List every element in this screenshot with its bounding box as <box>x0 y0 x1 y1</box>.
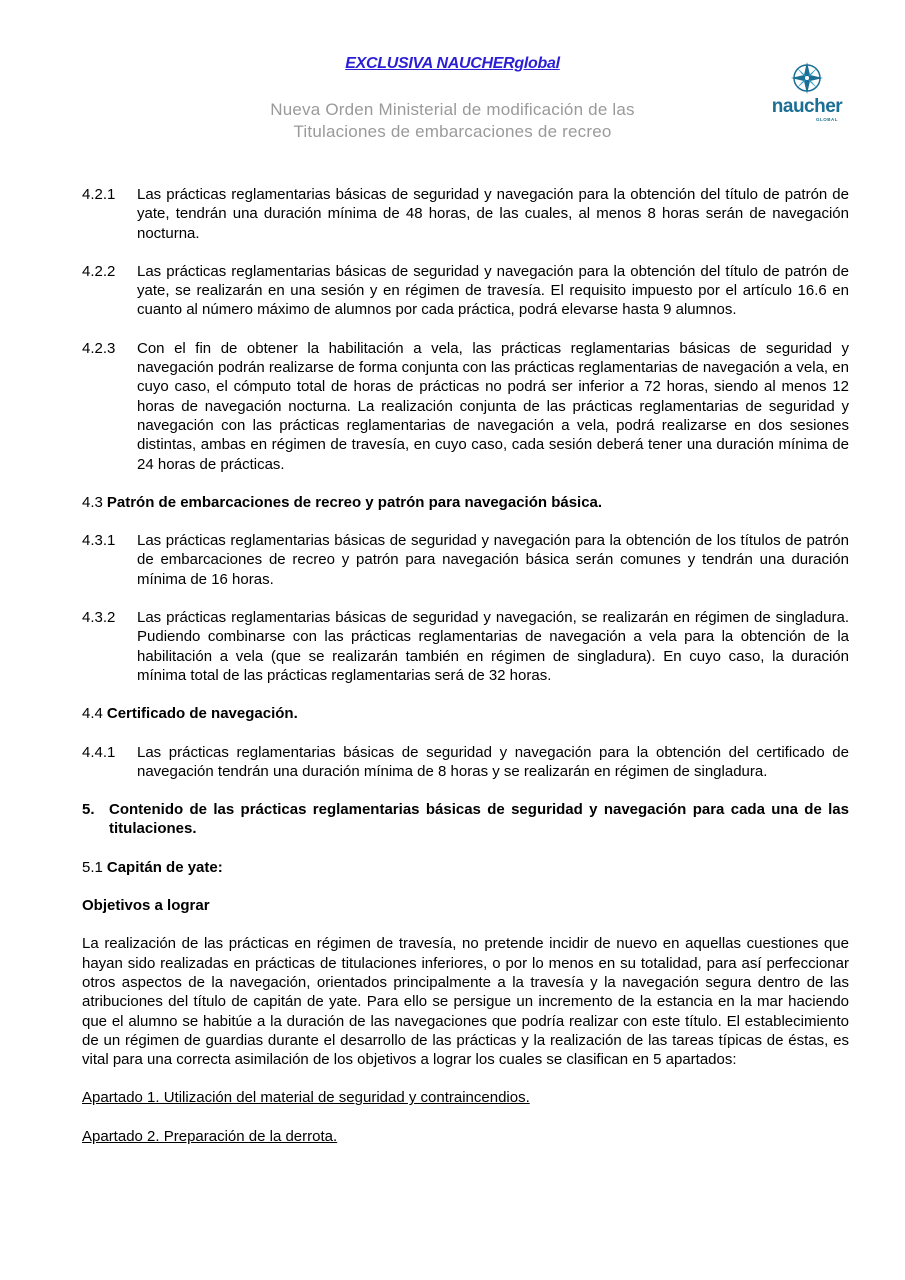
list-item <box>82 608 849 685</box>
item-number: 4.4.1 <box>82 743 116 761</box>
item-number: 4.2.2 <box>82 262 116 280</box>
apartado-2: Apartado 2. Preparación de la derrota. <box>82 1127 338 1145</box>
apartado-1: Apartado 1. Utilización del material de seguridad y contraincendios. <box>82 1089 530 1107</box>
logo-subtext: GLOBAL <box>816 117 838 122</box>
item-number: 4.2.1 <box>82 186 116 203</box>
exclusive-link[interactable]: EXCLUSIVA NAUCHERglobal <box>345 55 560 72</box>
document-subtitle <box>190 99 715 143</box>
logo-wordmark: naucher <box>771 96 843 117</box>
item-text: Con el fin de obtener la habilitación a vela, las prácticas reglamentarias básicas de seguridad y navegación podrán realizarse de forma conjunta con las prácticas reglamentarias de navegación a vela, en cuyo caso, el cómputo total de horas de prácticas no podrá ser inferior a 72 horas, siendo al menos 12 horas de navegación nocturna. La realización conjunta de las prácticas reglamentarias de seguridad y navegación con las prácticas reglamentarias de navegación a vela, podrá realizarse en dos sesiones distintas, ambas en régimen de travesía, en cuyo caso, cada sesión deberá tener una duración mínima de 24 horas de prácticas. <box>137 339 849 473</box>
document-body <box>82 185 849 1165</box>
item-text: Las prácticas reglamentarias básicas de seguridad y navegación, se realizarán en régimen de singladura. Pudiendo combinarse con las prácticas reglamentarias de navegación a vela para la obtención de la habilitación a vela (que se realizarán también en régimen de singladura). En cuyo caso, la duración mínima total de las prácticas reglamentarias será de 32 horas. <box>137 609 849 684</box>
list-item <box>82 531 849 589</box>
heading-title: Patrón de embarcaciones de recreo y patrón para navegación básica. <box>106 493 603 511</box>
compass-rose-icon <box>764 60 850 98</box>
section-title: Contenido de las prácticas reglamentarias básicas de seguridad y navegación para cada una de las titulaciones. <box>109 801 849 838</box>
heading-number: 5.1 <box>82 858 103 876</box>
page-header <box>0 0 905 160</box>
section-number: 5. <box>82 801 95 819</box>
section-heading-4-3 <box>82 493 849 512</box>
list-item <box>82 743 849 782</box>
section-heading-5 <box>82 800 849 839</box>
objetivos-heading: Objetivos a lograr <box>82 897 210 915</box>
list-item <box>82 339 849 474</box>
section-heading-5-1 <box>82 858 849 877</box>
item-text: Las prácticas reglamentarias básicas de seguridad y navegación para la obtención del título de patrón de yate, se realizarán en una sesión y en régimen de travesía. El requisito impuesto por el artículo 16.6 en cuanto al número máximo de alumnos por cada práctica, podrá elevarse hasta 9 alumnos. <box>137 262 849 319</box>
section-heading-4-4 <box>82 704 849 723</box>
heading-title: Certificado de navegación. <box>106 705 298 723</box>
item-text: Las prácticas reglamentarias básicas de seguridad y navegación para la obtención del certificado de navegación tendrán una duración mínima de 8 horas y se realizarán en régimen de singladura. <box>137 743 849 780</box>
item-number: 4.3.1 <box>82 532 116 550</box>
list-item <box>82 262 849 320</box>
objetivos-paragraph: La realización de las prácticas en régimen de travesía, no pretende incidir de nuevo en aquellas cuestiones que hayan sido realizadas en prácticas de titulaciones inferiores, o por lo menos en su totalidad, para así perfeccionar otros aspectos de la navegación, orientados principalmente a la travesía y la navegación segura dentro de las atribuciones del título de capitán de yate. Para ello se persigue un incremento de la estancia en la mar haciendo que el alumno se habitúe a la duración de las navegaciones que podría realizar con este título. El establecimiento de un régimen de guardias durante el desarrollo de las prácticas y la realización de las tareas típicas de éstas, es vital para una correcta asimilación de los objetivos a lograr los cuales se clasifican en 5 apartados: <box>82 935 849 1069</box>
item-text: Las prácticas reglamentarias básicas de seguridad y navegación para la obtención del título de patrón de yate, tendrán una duración mínima de 48 horas, de las cuales, al menos 8 horas serán de navegación nocturna. <box>137 186 849 242</box>
subtitle-line-1: Nueva Orden Ministerial de modificación de las <box>270 100 635 119</box>
item-text: Las prácticas reglamentarias básicas de seguridad y navegación para la obtención de los títulos de patrón de embarcaciones de recreo y patrón para navegación básica serán comunes y tendrán una duración mínima de 16 horas. <box>137 532 849 588</box>
heading-number: 4.4 <box>82 705 103 723</box>
heading-number: 4.3 <box>82 493 103 511</box>
heading-title: Capitán de yate: <box>106 858 223 876</box>
subtitle-line-2: Titulaciones de embarcaciones de recreo <box>293 122 612 141</box>
naucher-logo <box>764 60 850 124</box>
list-item <box>82 185 849 243</box>
item-number: 4.3.2 <box>82 609 116 627</box>
item-number: 4.2.3 <box>82 339 116 357</box>
